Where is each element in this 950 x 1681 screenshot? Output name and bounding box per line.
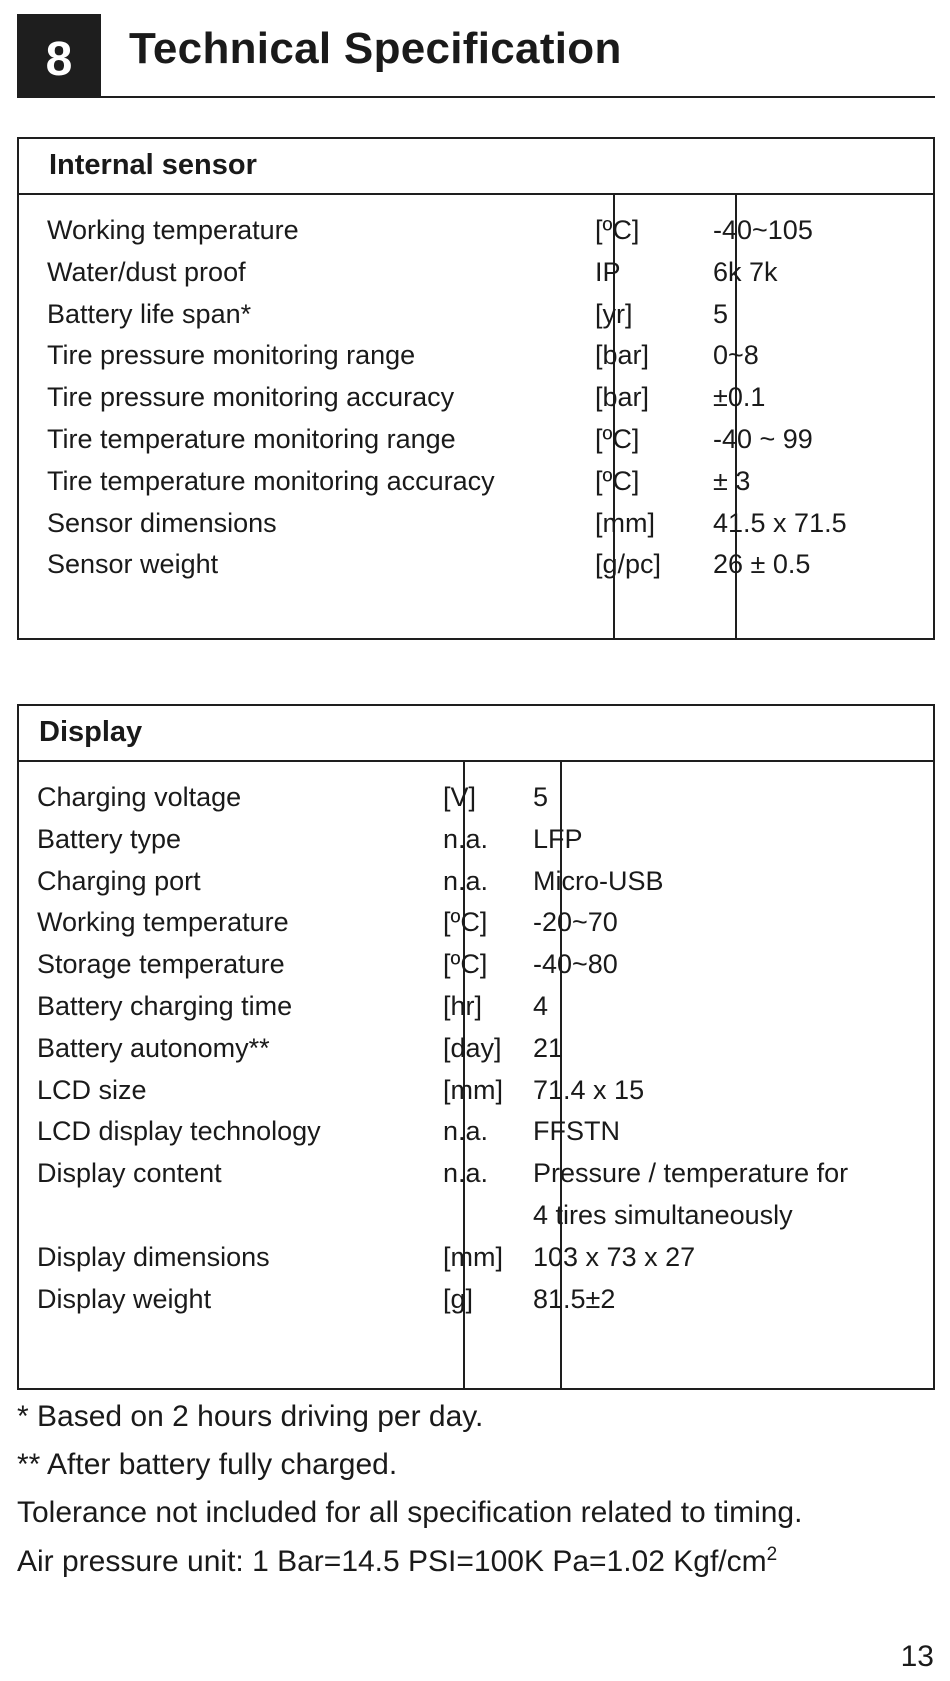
row-unit: [day] xyxy=(443,1032,502,1063)
row-value: FFSTN xyxy=(533,1116,620,1147)
row-unit: [g] xyxy=(443,1283,474,1314)
row-label: Battery autonomy** xyxy=(37,1032,270,1063)
row-value: Micro-USB xyxy=(533,865,664,896)
row-label: Display dimensions xyxy=(37,1241,270,1272)
row-unit: [hr] xyxy=(443,991,483,1021)
row-value: -20~70 xyxy=(533,907,618,938)
row-label: Sensor weight xyxy=(47,549,219,580)
row-value: 0~8 xyxy=(713,340,759,371)
row-unit: [g/pc] xyxy=(595,549,662,580)
table-row xyxy=(19,866,933,911)
table-row xyxy=(19,991,933,1036)
row-label: Working temperature xyxy=(37,907,289,938)
table-row xyxy=(19,549,933,594)
row-value: -40~105 xyxy=(713,215,813,245)
table-row xyxy=(19,424,933,469)
row-value: -40 ~ 99 xyxy=(713,424,813,454)
row-value: ±0.1 xyxy=(713,382,766,413)
row-unit: [ºC] xyxy=(443,907,488,938)
row-unit: [bar] xyxy=(595,382,650,413)
row-label: Charging port xyxy=(37,865,201,896)
row-unit: [ºC] xyxy=(595,215,640,245)
row-label: Battery charging time xyxy=(37,991,293,1021)
row-value: 71.4 x 15 xyxy=(533,1074,645,1105)
row-unit: [ºC] xyxy=(443,949,488,980)
section-header xyxy=(17,14,935,98)
row-label: Working temperature xyxy=(47,215,299,245)
row-value: Pressure / temperature for xyxy=(533,1158,849,1189)
table-row xyxy=(19,1033,933,1078)
row-label: Tire temperature monitoring range xyxy=(47,424,456,454)
table-row xyxy=(19,907,933,952)
row-label: Tire pressure monitoring range xyxy=(47,340,416,371)
footnote-4-superscript: 2 xyxy=(766,1544,778,1565)
row-value: 103 x 73 x 27 xyxy=(533,1241,696,1272)
footnote-4-text: Air pressure unit: 1 Bar=14.5 PSI=100K Pa=1.02 Kgf/cm xyxy=(17,1545,767,1578)
table-row xyxy=(19,1075,933,1120)
table-row xyxy=(19,1116,933,1161)
internal-sensor-header xyxy=(19,139,933,195)
row-unit: IP xyxy=(595,256,621,287)
row-label: Battery type xyxy=(37,823,182,854)
table-row xyxy=(19,1158,933,1230)
display-table xyxy=(17,704,935,1390)
row-value: 6k 7k xyxy=(713,256,778,287)
table-row xyxy=(19,824,933,869)
internal-sensor-table xyxy=(17,137,935,640)
row-value: 81.5±2 xyxy=(533,1283,616,1314)
row-value: ± 3 xyxy=(713,465,751,496)
row-value: 41.5 x 71.5 xyxy=(713,507,847,538)
row-unit: [ºC] xyxy=(595,424,640,454)
chapter-number-badge: 8 xyxy=(17,14,101,98)
internal-sensor-title: Internal sensor xyxy=(49,149,257,181)
row-value: 5 xyxy=(713,298,729,329)
row-label: Display weight xyxy=(37,1283,212,1314)
row-unit: [mm] xyxy=(595,507,655,538)
row-label: Sensor dimensions xyxy=(47,507,277,538)
row-label: Battery life span* xyxy=(47,298,252,329)
footnote-2: ** After battery fully charged. xyxy=(17,1448,398,1481)
row-unit: [ºC] xyxy=(595,465,640,496)
table-row xyxy=(19,508,933,553)
row-label: Storage temperature xyxy=(37,949,285,980)
row-value: 5 xyxy=(533,782,549,812)
table-row xyxy=(19,1284,933,1329)
footnote-1: * Based on 2 hours driving per day. xyxy=(17,1400,484,1433)
row-label: Water/dust proof xyxy=(47,256,246,287)
table-row xyxy=(19,340,933,385)
row-value: 21 xyxy=(533,1032,564,1063)
row-value: 4 xyxy=(533,991,549,1021)
row-label: LCD size xyxy=(37,1074,147,1105)
row-label: Display content xyxy=(37,1158,222,1189)
display-title: Display xyxy=(39,716,143,748)
row-unit: n.a. xyxy=(443,865,489,896)
table-row xyxy=(19,782,933,827)
row-unit: n.a. xyxy=(443,1116,489,1147)
table-row xyxy=(19,1242,933,1287)
footnote-3: Tolerance not included for all specification related to timing. xyxy=(17,1496,803,1529)
row-unit: [bar] xyxy=(595,340,650,371)
table-row xyxy=(19,257,933,302)
table-row xyxy=(19,949,933,994)
row-unit: [V] xyxy=(443,782,477,812)
row-unit: [mm] xyxy=(443,1074,503,1105)
row-label: Tire pressure monitoring accuracy xyxy=(47,382,455,413)
table-row xyxy=(19,299,933,344)
table-row xyxy=(19,466,933,511)
row-unit: n.a. xyxy=(443,1158,489,1189)
row-unit: [yr] xyxy=(595,298,633,329)
table-row xyxy=(19,382,933,427)
display-body xyxy=(19,762,933,1388)
row-label: Tire temperature monitoring accuracy xyxy=(47,465,495,496)
table-row xyxy=(19,215,933,260)
row-unit: n.a. xyxy=(443,823,489,854)
row-value: 26 ± 0.5 xyxy=(713,549,811,580)
footnote-4 xyxy=(17,1544,777,1579)
header-rule xyxy=(101,96,935,98)
page-number: 13 xyxy=(900,1640,934,1673)
internal-sensor-body xyxy=(19,195,933,638)
row-value-line2: 4 tires simultaneously xyxy=(533,1199,793,1230)
row-unit: [mm] xyxy=(443,1241,503,1272)
row-label: LCD display technology xyxy=(37,1116,321,1147)
display-header xyxy=(19,706,933,762)
row-value: LFP xyxy=(533,823,583,854)
page-title: Technical Specification xyxy=(129,24,622,73)
row-value: -40~80 xyxy=(533,949,618,980)
row-label: Charging voltage xyxy=(37,782,242,812)
